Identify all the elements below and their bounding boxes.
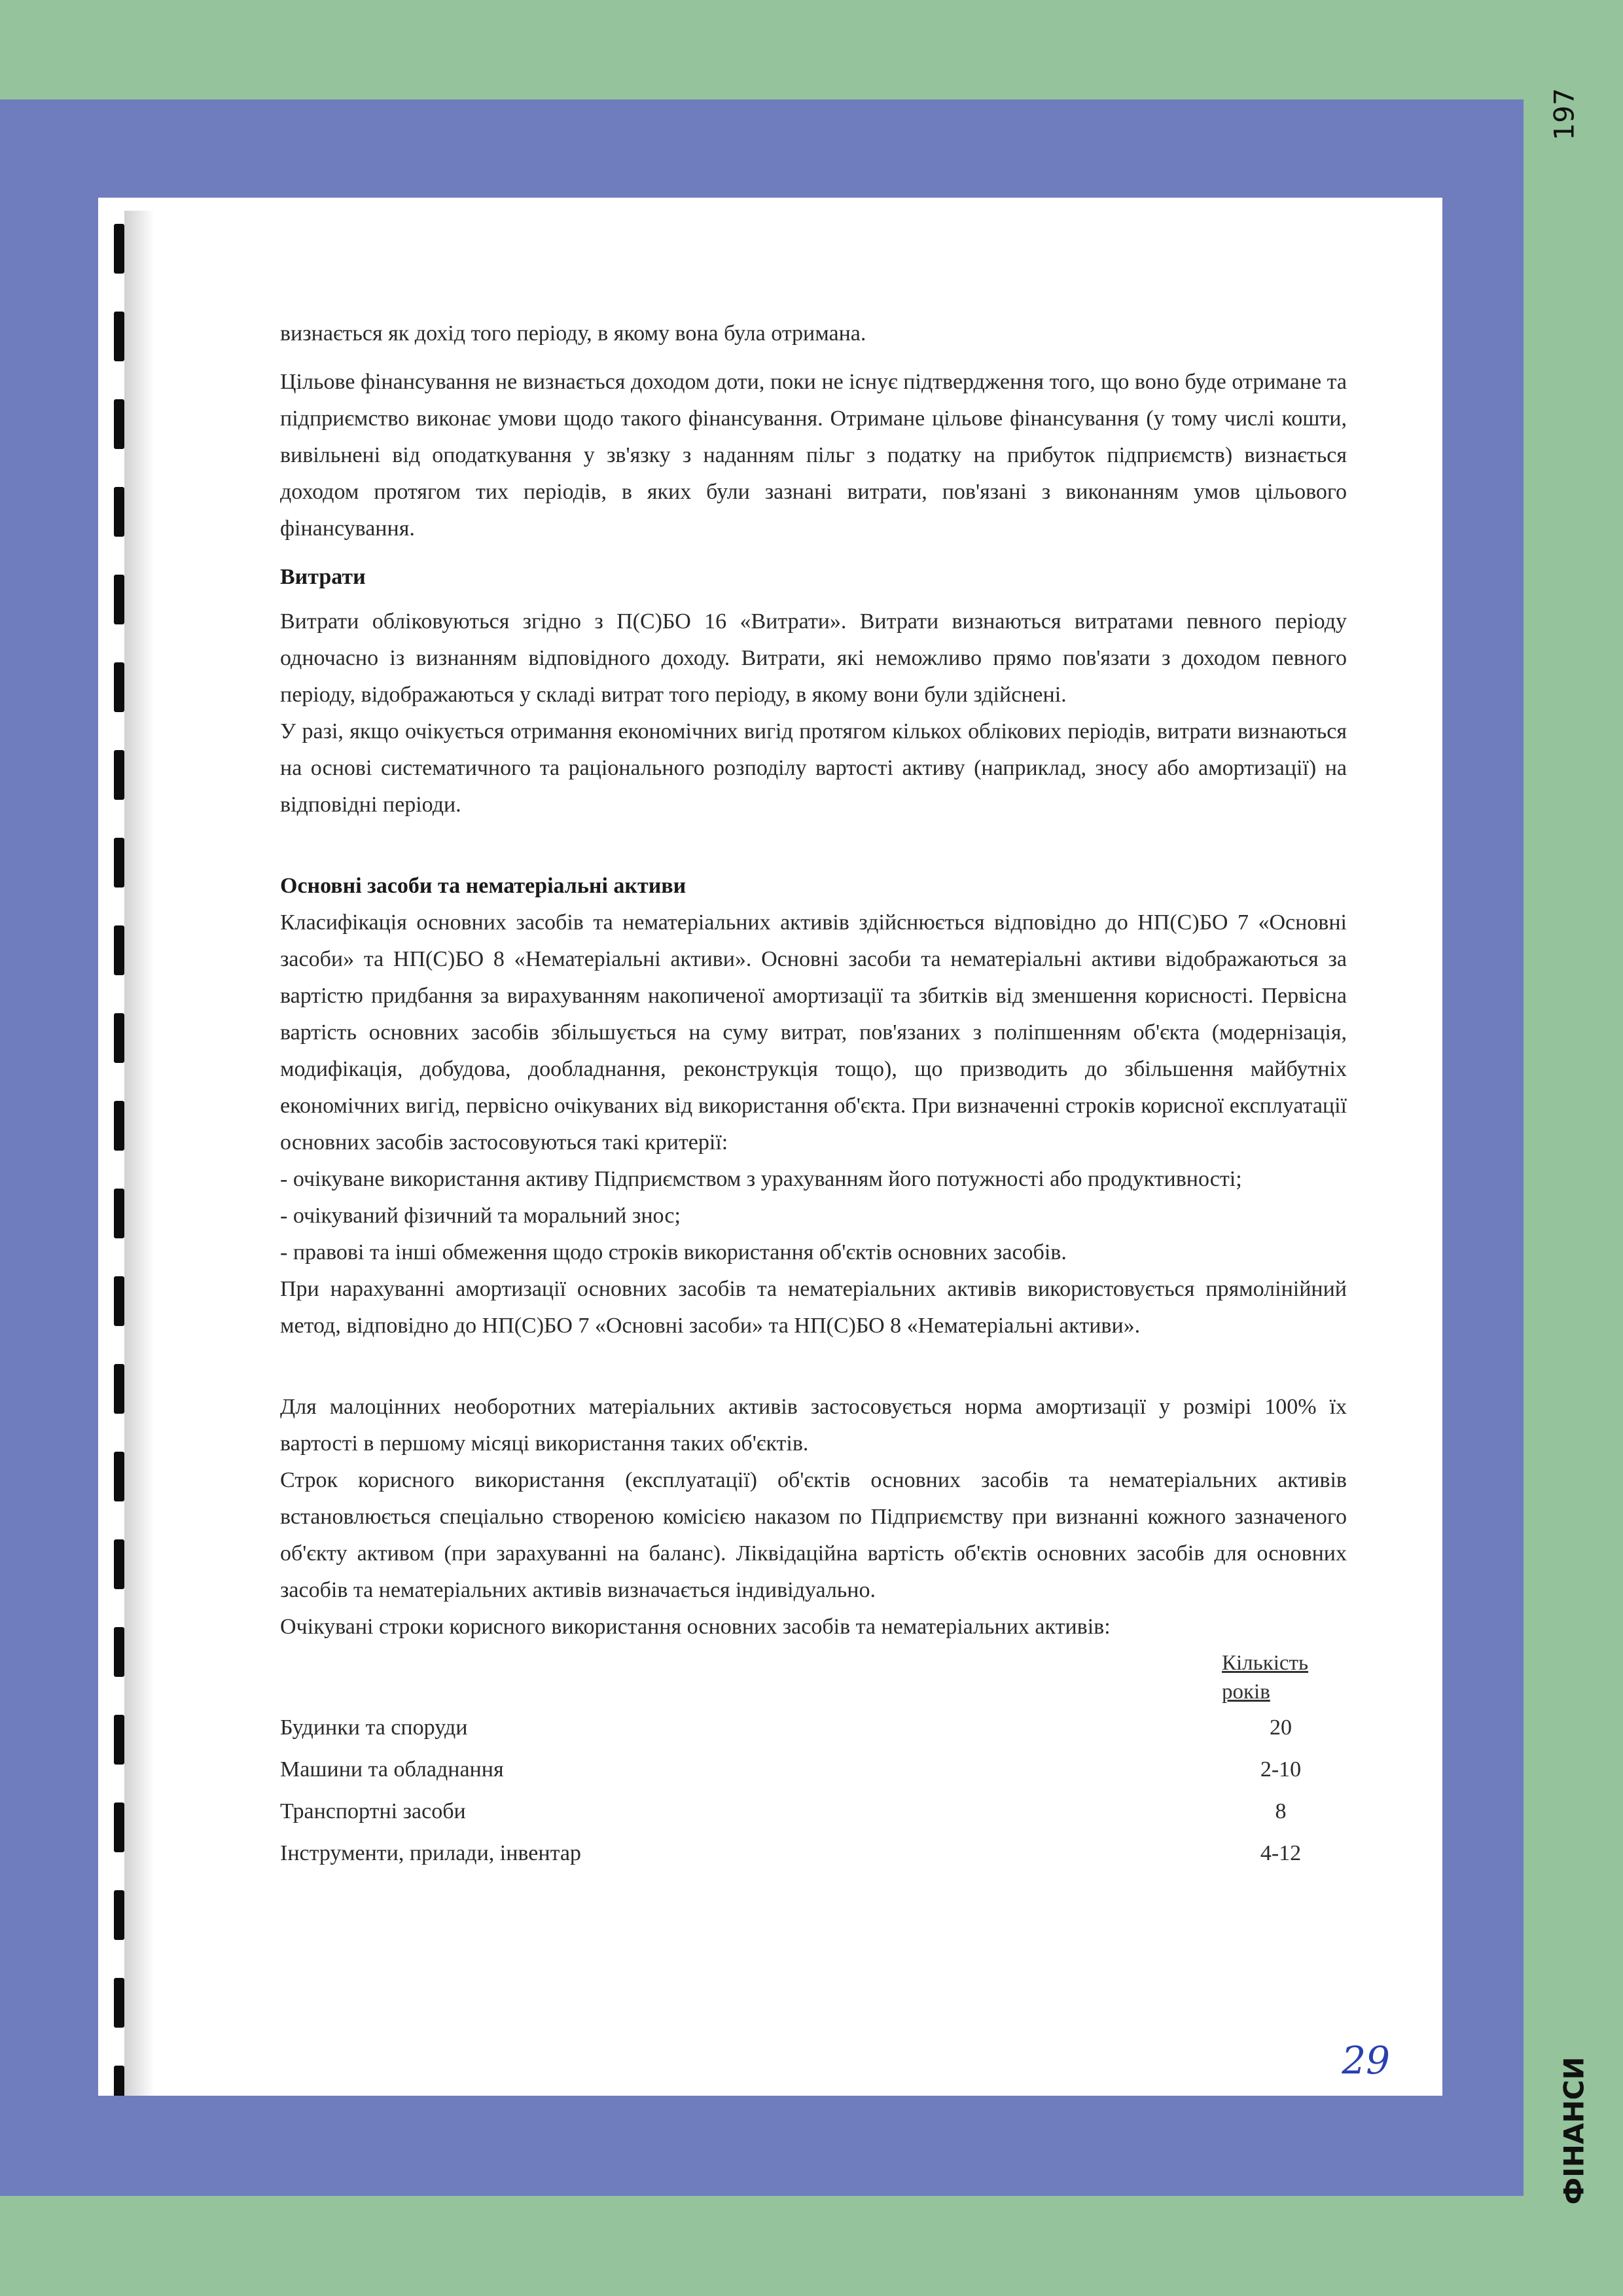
binding-hole bbox=[114, 1364, 124, 1414]
paragraph: Строк корисного використання (експлуатації) об'єктів основних засобів та нематеріальних активів встановлюється спеціально створеною комісією наказом по Підприємству при визнанні кожного зазначеного об'єкту активом (при зарахуванні на баланс). Ліквідаційна вартість об'єктів основних засобів для основних засобів та нематеріальних активів визначається індивідуально. bbox=[280, 1468, 1347, 1602]
binding-hole bbox=[114, 1013, 124, 1063]
heading-assets: Основні засоби та нематеріальні активи bbox=[280, 874, 687, 898]
binding-shadow bbox=[124, 211, 154, 2096]
binding-hole bbox=[114, 1890, 124, 1940]
paragraph: - правові та інші обмеження щодо строків використання об'єктів основних засобів. bbox=[280, 1240, 1067, 1265]
paragraph: Для малоцінних необоротних матеріальних активів застосовується норма амортизації у розмірі 100% їх вартості в першому місяці використання таких об'єктів. bbox=[280, 1395, 1347, 1456]
asset-years: 2-10 bbox=[1260, 1757, 1302, 1782]
paragraph: Очікувані строки корисного використання основних засобів та нематеріальних активів: bbox=[280, 1615, 1111, 1639]
table-row bbox=[280, 1833, 1340, 1874]
binding-hole bbox=[114, 1101, 124, 1151]
binding-hole bbox=[114, 750, 124, 800]
section-label-text: ФІНАНСИ bbox=[1558, 2056, 1590, 2205]
paragraph: Класифікація основних засобів та нематеріальних активів здійснюється відповідно до НП(С)БО 7 «Основні засоби» та НП(С)БО 8 «Нематеріальні активи». Основні засоби та нематеріальні активи відображаються за вартістю придбання за вирахуванням накопиченої амортизації та збитків від зменшення корисності. Первісна вартість основних засобів збільшується на суму витрат, пов'язаних з поліпшенням об'єкта (модернізація, модифікація, добудова, дообладнання, реконструкція тощо), що призводить до збільшення майбутніх економічних вигід, первісно очікуваних від використання об'єкта. При визначенні строків корисної експлуатації основних засобів застосовуються такі критерії: bbox=[280, 910, 1347, 1155]
binding-hole bbox=[114, 838, 124, 888]
paragraph: визнається як дохід того періоду, в якому вона була отримана. bbox=[280, 321, 866, 346]
useful-life-table bbox=[280, 1648, 1340, 1874]
asset-years: 20 bbox=[1270, 1715, 1292, 1740]
spacer bbox=[280, 835, 1347, 868]
spiral-binding bbox=[107, 211, 147, 2096]
binding-hole bbox=[114, 925, 124, 975]
asset-name: Інструменти, прилади, інвентар bbox=[280, 1841, 581, 1865]
table-header-years: Кількість років bbox=[1222, 1651, 1309, 1704]
binding-hole bbox=[114, 1276, 124, 1326]
binding-hole bbox=[114, 1627, 124, 1677]
spacer bbox=[280, 1356, 1347, 1389]
asset-years: 4-12 bbox=[1260, 1841, 1302, 1865]
table-row bbox=[280, 1707, 1340, 1749]
asset-name: Транспортні засоби bbox=[280, 1799, 466, 1823]
binding-hole bbox=[114, 2066, 124, 2096]
binding-hole bbox=[114, 399, 124, 449]
binding-hole bbox=[114, 487, 124, 537]
asset-years: 8 bbox=[1275, 1799, 1287, 1823]
binding-hole bbox=[114, 1715, 124, 1765]
binding-hole bbox=[114, 1452, 124, 1501]
paragraph: - очікуваний фізичний та моральний знос; bbox=[280, 1204, 681, 1228]
table-header-empty bbox=[280, 1648, 1221, 1707]
binding-hole bbox=[114, 1189, 124, 1238]
asset-name: Будинки та споруди bbox=[280, 1715, 468, 1740]
binding-hole bbox=[114, 224, 124, 274]
paragraph: При нарахуванні амортизації основних засобів та нематеріальних активів використовується прямолінійний метод, відповідно до НП(С)БО 7 «Основні засоби» та НП(С)БО 8 «Нематеріальні активи». bbox=[280, 1277, 1347, 1338]
table-row bbox=[280, 1749, 1340, 1791]
scanned-document bbox=[98, 198, 1442, 2096]
paragraph: У разі, якщо очікується отримання економічних вигід протягом кількох облікових періодів, витрати визнаються на основі систематичного та раціонального розподілу вартості активу (наприклад, зносу або амортизації) на відповідні періоди. bbox=[280, 719, 1347, 817]
binding-hole bbox=[114, 1978, 124, 2028]
section-label bbox=[1525, 2056, 1623, 2205]
heading-expenses: Витрати bbox=[280, 565, 366, 589]
document-body bbox=[280, 315, 1347, 1874]
table-row bbox=[280, 1791, 1340, 1833]
table-header-row bbox=[280, 1648, 1340, 1707]
binding-hole bbox=[114, 1803, 124, 1852]
binding-hole bbox=[114, 575, 124, 624]
binding-hole bbox=[114, 662, 124, 712]
paragraph: Витрати обліковуються згідно з П(С)БО 16 «Витрати». Витрати визнаються витратами певного періоду одночасно із визнанням відповідного доходу. Витрати, які неможливо прямо пов'язати з доходом певного періоду, відображаються у складі витрат того періоду, в якому вони були здійснені. bbox=[280, 609, 1347, 707]
handwritten-page-number: 29 bbox=[1342, 2038, 1390, 2083]
paragraph: - очікуване використання активу Підприємством з урахуванням його потужності або продуктивності; bbox=[280, 1167, 1242, 1191]
asset-name: Машини та обладнання bbox=[280, 1757, 504, 1782]
page-number: 197 bbox=[1548, 88, 1580, 141]
binding-hole bbox=[114, 312, 124, 361]
paragraph: Цільове фінансування не визнається доходом доти, поки не існує підтвердження того, що воно буде отримане та підприємство виконає умови щодо такого фінансування. Отримане цільове фінансування (у тому числі кошти, вивільнені від оподаткування у зв'язку з наданням пільг з податку на прибуток підприємств) визнається доходом протягом тих періодів, в яких були зазнані витрати, пов'язані з виконанням умов цільового фінансування. bbox=[280, 370, 1347, 541]
binding-hole bbox=[114, 1539, 124, 1589]
